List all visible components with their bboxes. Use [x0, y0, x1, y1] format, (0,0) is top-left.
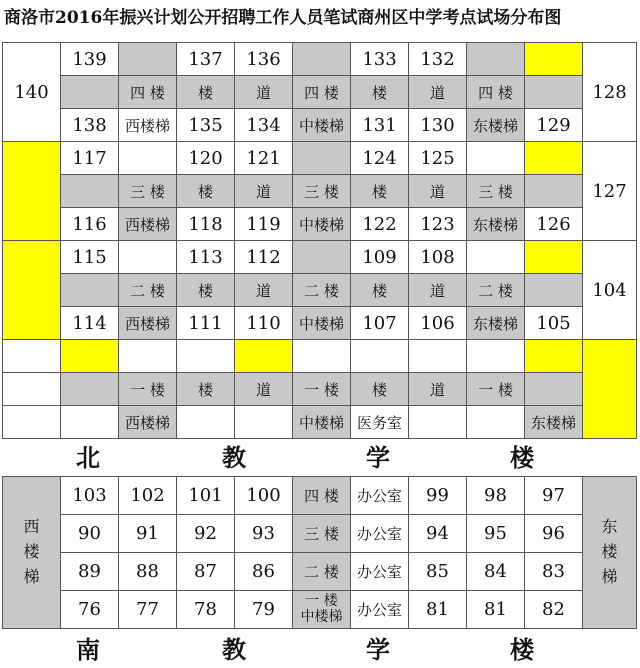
empty-cell: [119, 340, 177, 373]
room-cell: 93: [235, 515, 293, 553]
label-char: 学: [366, 443, 390, 472]
label-char: 楼: [510, 635, 534, 664]
stair-label: 中楼梯: [293, 208, 351, 241]
stair-label: 中楼梯: [293, 406, 351, 439]
room-cell: 109: [351, 241, 409, 274]
room-cell: 115: [61, 241, 119, 274]
room-cell: 110: [235, 307, 293, 340]
stair-label: 中楼梯: [293, 109, 351, 142]
room-cell: 77: [119, 591, 177, 629]
empty-cell: [467, 241, 525, 274]
label-char: 教: [222, 443, 246, 472]
corridor-label: 道: [235, 274, 293, 307]
floor-label: 二 楼: [119, 274, 177, 307]
room-cell: 139: [61, 43, 119, 76]
room-cell: 102: [119, 477, 177, 515]
room-cell: 76: [61, 591, 119, 629]
empty-cell: [467, 142, 525, 175]
floor-label: 一 楼: [119, 373, 177, 406]
room-cell: 91: [119, 515, 177, 553]
room-cell: 135: [177, 109, 235, 142]
floor-label: 三 楼: [293, 175, 351, 208]
room-cell: 106: [409, 307, 467, 340]
room-cell: 129: [525, 109, 583, 142]
north-building-floorplan: [2, 42, 637, 439]
corridor-label: 楼: [351, 175, 409, 208]
corridor-cell: [61, 274, 119, 307]
empty-cell: [177, 406, 235, 439]
room-cell: 131: [351, 109, 409, 142]
room-cell: 126: [525, 208, 583, 241]
room-cell: 134: [235, 109, 293, 142]
south-building-floorplan: [2, 476, 637, 629]
yellow-block: [61, 340, 119, 373]
room-cell: 78: [177, 591, 235, 629]
corridor-label: 楼: [351, 76, 409, 109]
stair-label: 中楼梯: [300, 608, 343, 625]
corridor-label: 楼: [177, 76, 235, 109]
yellow-block: [3, 241, 61, 340]
floor-label: 四 楼: [293, 477, 351, 515]
office-label: 办公室: [351, 591, 409, 629]
label-char: 南: [76, 635, 100, 664]
room-cell: 101: [177, 477, 235, 515]
room-cell: 114: [61, 307, 119, 340]
room-cell: 81: [467, 591, 525, 629]
empty-cell: [3, 406, 61, 439]
stair-label: 西楼梯: [119, 109, 177, 142]
room-cell: 79: [235, 591, 293, 629]
room-cell: 99: [409, 477, 467, 515]
room-cell: 96: [525, 515, 583, 553]
corridor-cell: [293, 241, 351, 274]
empty-cell: [119, 142, 177, 175]
empty-cell: [293, 340, 351, 373]
room-cell: 83: [525, 553, 583, 591]
floor-label: 二 楼: [467, 274, 525, 307]
stair-label: 东楼梯: [467, 307, 525, 340]
room-cell: 124: [351, 142, 409, 175]
corridor-cell: [467, 43, 525, 76]
empty-cell: [409, 340, 467, 373]
room-cell: 130: [409, 109, 467, 142]
corridor-cell: [61, 373, 119, 406]
corridor-label: 道: [409, 175, 467, 208]
corridor-cell: [293, 43, 351, 76]
room-cell: 138: [61, 109, 119, 142]
west-stair-wing: 西 楼 梯: [3, 477, 61, 629]
room-cell: 116: [61, 208, 119, 241]
room-cell: 136: [235, 43, 293, 76]
empty-cell: [409, 406, 467, 439]
yellow-block: [525, 43, 583, 76]
room-cell: 113: [177, 241, 235, 274]
corridor-label: 道: [235, 175, 293, 208]
corridor-label: 楼: [177, 175, 235, 208]
room-cell: 137: [177, 43, 235, 76]
room-cell: 123: [409, 208, 467, 241]
corridor-label: 楼: [177, 274, 235, 307]
room-cell: 86: [235, 553, 293, 591]
empty-cell: [467, 340, 525, 373]
floor-label: 三 楼: [119, 175, 177, 208]
floor-label: 三 楼: [467, 175, 525, 208]
yellow-block: [3, 142, 61, 241]
room-cell: 100: [235, 477, 293, 515]
empty-cell: [119, 241, 177, 274]
south-building-label: [0, 634, 640, 666]
label-char: 楼: [510, 443, 534, 472]
east-stair-wing: 东 楼 梯: [583, 477, 637, 629]
floor-label-stair: [293, 591, 351, 629]
corridor-cell: [525, 373, 583, 406]
room-cell: 85: [409, 553, 467, 591]
empty-cell: [351, 340, 409, 373]
room-cell: 87: [177, 553, 235, 591]
room-cell: 107: [351, 307, 409, 340]
room-cell: 118: [177, 208, 235, 241]
page-title: 商洛市2016年振兴计划公开招聘工作人员笔试商州区中学考点试场分布图: [4, 8, 562, 28]
corridor-cell: [61, 76, 119, 109]
stair-label: 中楼梯: [293, 307, 351, 340]
room-cell: 103: [61, 477, 119, 515]
empty-cell: [3, 373, 61, 406]
floor-label: 四 楼: [293, 76, 351, 109]
empty-cell: [177, 340, 235, 373]
room-cell: 82: [525, 591, 583, 629]
yellow-block: [235, 340, 293, 373]
floor-label: 一 楼: [293, 373, 351, 406]
room-cell: 90: [61, 515, 119, 553]
floor-label: 三 楼: [293, 515, 351, 553]
stair-label: 西楼梯: [119, 406, 177, 439]
empty-cell: [235, 406, 293, 439]
corridor-label: 道: [409, 274, 467, 307]
corridor-cell: [525, 76, 583, 109]
room-cell: 94: [409, 515, 467, 553]
room-cell: 84: [467, 553, 525, 591]
stair-label: 东楼梯: [467, 208, 525, 241]
floor-label: 一 楼: [305, 593, 338, 610]
room-cell: 120: [177, 142, 235, 175]
corridor-cell: [293, 142, 351, 175]
room-cell: 88: [119, 553, 177, 591]
floor-label: 四 楼: [119, 76, 177, 109]
room-cell: 112: [235, 241, 293, 274]
room-104: 104: [583, 241, 637, 340]
room-cell: 105: [525, 307, 583, 340]
room-cell: 98: [467, 477, 525, 515]
empty-cell: [467, 406, 525, 439]
stair-label: 东楼梯: [467, 109, 525, 142]
corridor-label: 楼: [351, 274, 409, 307]
room-cell: 133: [351, 43, 409, 76]
floor-label: 四 楼: [467, 76, 525, 109]
yellow-block: [525, 340, 583, 373]
room-cell: 132: [409, 43, 467, 76]
yellow-block: [525, 142, 583, 175]
room-cell: 89: [61, 553, 119, 591]
yellow-block: [525, 241, 583, 274]
room-cell: 95: [467, 515, 525, 553]
yellow-block: [583, 340, 637, 439]
room-127: 127: [583, 142, 637, 241]
label-char: 学: [366, 635, 390, 664]
corridor-label: 道: [409, 373, 467, 406]
label-char: 教: [222, 635, 246, 664]
room-cell: 92: [177, 515, 235, 553]
corridor-cell: [525, 175, 583, 208]
corridor-label: 楼: [351, 373, 409, 406]
corridor-label: 道: [235, 373, 293, 406]
stair-label: 东楼梯: [525, 406, 583, 439]
label-char: 北: [76, 443, 100, 472]
office-label: 办公室: [351, 515, 409, 553]
stair-label: 西楼梯: [119, 208, 177, 241]
clinic-label: 医务室: [351, 406, 409, 439]
office-label: 办公室: [351, 553, 409, 591]
room-cell: 125: [409, 142, 467, 175]
floor-label: 二 楼: [293, 553, 351, 591]
floor-label: 一 楼: [467, 373, 525, 406]
floor-label: 二 楼: [293, 274, 351, 307]
room-cell: 81: [409, 591, 467, 629]
room-cell: 122: [351, 208, 409, 241]
corridor-label: 道: [235, 76, 293, 109]
room-cell: 119: [235, 208, 293, 241]
corridor-cell: [119, 43, 177, 76]
room-140: 140: [3, 43, 61, 142]
office-label: 办公室: [351, 477, 409, 515]
corridor-label: 道: [409, 76, 467, 109]
room-cell: 97: [525, 477, 583, 515]
room-cell: 111: [177, 307, 235, 340]
room-cell: 108: [409, 241, 467, 274]
empty-cell: [61, 406, 119, 439]
corridor-label: 楼: [177, 373, 235, 406]
room-cell: 117: [61, 142, 119, 175]
room-cell: 121: [235, 142, 293, 175]
corridor-cell: [61, 175, 119, 208]
north-building-label: [0, 442, 640, 474]
empty-cell: [3, 340, 61, 373]
room-128: 128: [583, 43, 637, 142]
corridor-cell: [525, 274, 583, 307]
stair-label: 西楼梯: [119, 307, 177, 340]
